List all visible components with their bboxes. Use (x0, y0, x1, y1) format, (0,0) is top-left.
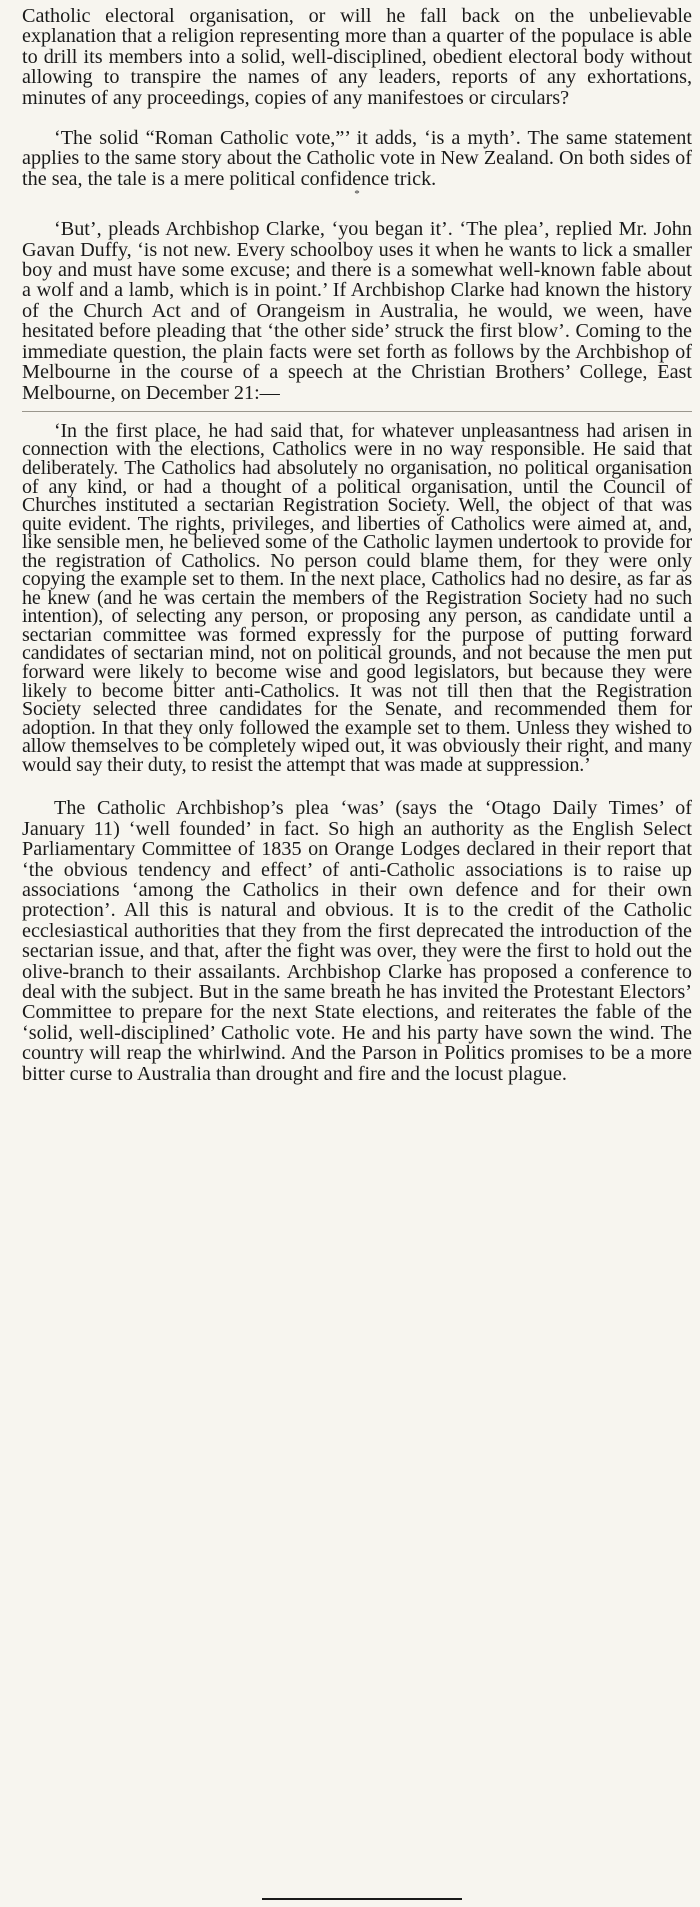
paragraph-archbishop-speech: ‘In the first place, he had said that, for whatever unpleasantness had arisen in connection with the elections, Catholics were in no way responsible. He said that deliberately. The Catholics had absolutely no organisation, no political organisation of any kind, or had a thought of a political organisation, until the Council of Churches instituted a sectarian Registration Society. Well, the object of that was quite evident. The rights, privileges, and liberties of Catholics were aimed at, and, like sensible men, he believed some of the Catholic laymen undertook to provide for the registration of Catholics. No person could blame them, for they were only copying the example set to them. In the next place, Catholics had no desire, as far as he knew (and he was certain the members of the Registration Society had no such intention), of selecting any person, or proposing any person, as candidate until a sectarian committee was formed expressly for the purpose of putting forward candidates of sectarian mind, not on political grounds, and not because the men put forward were likely to become wise and good legislators, but because they were likely to become bitter anti-Catholics. It was not till then that the Registration Society selected three candidates for the Senate, and recommended them for adoption. In that they only followed the example set to them. Unless they wished to allow themselves to be completely wiped out, it was obviously their right, and many would say their duty, to resist the attempt that was made at suppression.’ (22, 419, 692, 776)
article-column (22, 6, 692, 1084)
section-divider (22, 411, 692, 412)
paragraph-solid-vote: ‘The solid “Roman Catholic vote,”’ it adds, ‘is a myth’. The same statement applies to the same story about the Catholic vote in New Zealand. On both sides of the sea, the tale is a mere political confidence trick. (22, 127, 692, 190)
paragraph-plea: ‘But’, pleads Archbishop Clarke, ‘you began it’. ‘The plea’, replied Mr. John Gavan Duffy, ‘is not new. Every schoolboy uses it when he wants to lick a smaller boy and must have some excuse; and there is a somewhat well-known fable about a wolf and a lamb, which is in point.’ If Archbishop Clarke had known the history of the Church Act and of Orangeism in Australia, he would, we ween, have hesitated before pleading that ‘the other side’ struck the first blow’. Coming to the immediate question, the plain facts were set forth as follows by the Archbishop of Melbourne in the course of a speech at the Christian Brothers’ College, East Melbourne, on December 21:— (22, 218, 692, 404)
paragraph-continued: Catholic electoral organisation, or will he fall back on the unbelievable explanation that a religion representing more than a quarter of the populace is able to drill its members into a solid, well-disciplined, obedient electoral body without allowing to transpire the names of any leaders, reports of any exhortations, minutes of any proceedings, copies of any manifestoes or circulars? (22, 5, 692, 109)
paragraph-otago-daily-times: The Catholic Archbishop’s plea ‘was’ (says the ‘Otago Daily Times’ of January 11) ‘well founded’ in fact. So high an authority as the English Select Parliamentary Committee of 1835 on Orange Lodges declared in their report that ‘the obvious tendency and effect’ of anti-Catholic associations is to raise up associations ‘among the Catholics in their own defence and for their own protection’. All this is natural and obvious. It is to the credit of the Catholic ecclesiastical authorities that they from the first deprecated the introduction of the sectarian issue, and that, after the fight was over, they were the first to hold out the olive-branch to their assailants. Archbishop Clarke has proposed a conference to deal with the subject. But in the same breath he has invited the Protestant Electors’ Committee to prepare for the next State elections, and reiterates the fable of the ‘solid, well-disciplined’ Catholic vote. He and his party have sown the wind. The country will reap the whirlwind. And the Parson in Politics promises to be a more bitter curse to Australia than drought and fire and the locust plague. (22, 797, 692, 1085)
asterisk-mark: * (354, 188, 360, 201)
end-rule (262, 1898, 462, 1900)
